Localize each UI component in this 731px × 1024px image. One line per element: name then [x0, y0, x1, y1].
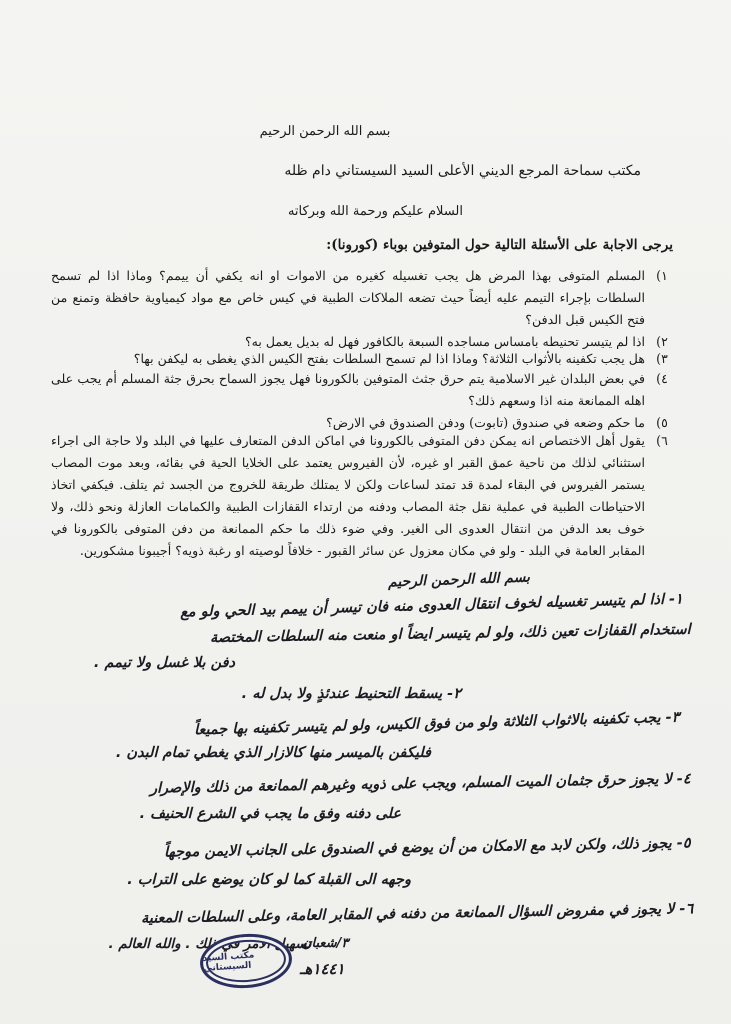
question-number: ٤) [656, 371, 668, 386]
question-number: ٣) [656, 351, 668, 366]
answer-3-line-2: فليكفن بالميسر منها كالازار الذي يغطي تمام البدن . [115, 745, 431, 761]
answer-5-line-1: ٥- يجوز ذلك، ولكن لابد مع الامكان من أن يوضع في الصندوق على الجانب الايمن موجهاً [164, 835, 692, 861]
typed-basmala: بسم الله الرحمن الرحيم [259, 124, 391, 139]
question-number: ٦) [656, 433, 668, 448]
answer-6-line-2: تسهيل الامر في ذلك . والله العالم . [108, 936, 311, 952]
question-3 [51, 348, 673, 370]
seal-text: مكتب السيد السيستاني [202, 950, 255, 974]
answer-4-line-1: ٤- لا يجوز حرق جثمان الميت المسلم، ويجب على ذويه وغيرهم الممانعة من ذلك والإصرار [150, 771, 692, 797]
question-1 [51, 265, 673, 331]
addressee-office: مكتب سماحة المرجع الديني الأعلى السيد السيستاني دام ظله [284, 163, 641, 179]
answer-1-line-2: استخدام القفازات تعين ذلك، ولو لم يتيسر ايضاً او منعت منه السلطات المختصة [210, 621, 692, 647]
question-4 [51, 368, 673, 412]
question-text: ما حكم وضعه في صندوق (تابوت) ودفن الصندوق في الارض؟ [326, 415, 645, 430]
question-text: يقول أهل الاختصاص انه يمكن دفن المتوفى بالكورونا في اماكن الدفن المتعارف عليها في البلد ولا حاجة الى اجراء استثنائي لذلك من ناحية عمق القبر او غيره، لأن الفيروس يعتمد على الخلايا الحية في بقائه، وبعد موت المصاب يستمر الفيروس في البقاء لمدة قد تمتد لساعات ولكن لا يمتلك طريقة للخروج من الجسد ثم يتلف. فيكفي اتخاذ الاحتياطات الطبية في عملية نقل جثة المصاب ودفنه من ارتداء القفازات الطبية والكمامات العازلة ونحو ذلك، ولا خوف بعد الدفن من انتقال العدوى الى الغير. وفي ضوء ذلك ما حكم الممانعة من دفن المتوفى بالكورونا في المقابر العامة في البلد - ولو في مكان معزول عن سائر القبور - خلافاً لوصيته او رغبة ذويه؟ أجيبونا مشكورين. [51, 433, 645, 558]
request-heading: يرجى الاجابة على الأسئلة التالية حول المتوفين بوباء (كورونا): [326, 237, 673, 253]
question-text: في بعض البلدان غير الاسلامية يتم حرق جثث المتوفين بالكورونا فهل يجوز السماح بحرق جثة المسلم أم يجب على اهله الممانعة منه اذا وسعهم ذلك؟ [51, 371, 645, 408]
question-number: ١) [656, 268, 668, 283]
question-6 [51, 430, 673, 562]
date-day: ٣/شعبان [302, 936, 349, 951]
greeting: السلام عليكم ورحمة الله وبركاته [287, 204, 463, 219]
answer-5-line-2: وجهه الى القبلة كما لو كان يوضع على التراب . [127, 872, 411, 888]
answer-2-line-1: ٢- يسقط التحنيط عندئذٍ ولا بدل له . [241, 686, 461, 702]
answer-1-line-1: ١- اذا لم يتيسر تغسيله لخوف انتقال العدوى منه فان تيسر أن ييمم بيد الحي ولو مع [179, 591, 684, 621]
answer-4-line-2: على دفنه وفق ما يجب في الشرع الحنيف . [139, 806, 401, 822]
answer-1-line-3: دفن بلا غسل ولا تيمم . [93, 655, 235, 671]
question-number: ٢) [656, 334, 668, 349]
handwritten-basmala: بسم الله الرحمن الرحيم [387, 569, 531, 591]
question-text: اذا لم يتيسر تحنيطه بامساس مساجده السبعة بالكافور فهل له بديل يعمل به؟ [244, 334, 645, 349]
question-text: هل يجب تكفينه بالأثواب الثلاثة؟ وماذا اذا لم تسمح السلطات بفتح الكيس الذي يغطى به ليكفن بها؟ [133, 351, 645, 366]
answer-6-line-1: ٦- لا يجوز في مفروض السؤال الممانعة من دفنه في المقابر العامة، وعلى السلطات المعنية [140, 901, 694, 927]
date-year: ١٤٤١هـ [300, 960, 345, 978]
question-number: ٥) [656, 415, 668, 430]
question-text: المسلم المتوفى بهذا المرض هل يجب تغسيله كغيره من الاموات او انه يكفي أن ييمم؟ وماذا اذا لم تسمح السلطات بإجراء التيمم عليه أيضاً حيث تضعه الملاكات الطبية في كيس خاص مع مواد كيمياوية حافظة وتمنع من فتح الكيس قبل الدفن؟ [51, 268, 645, 327]
answer-3-line-1: ٣- يجب تكفينه بالاثواب الثلاثة ولو من فوق الكيس، ولو لم يتيسر تكفينه بها جميعاً [193, 709, 680, 739]
